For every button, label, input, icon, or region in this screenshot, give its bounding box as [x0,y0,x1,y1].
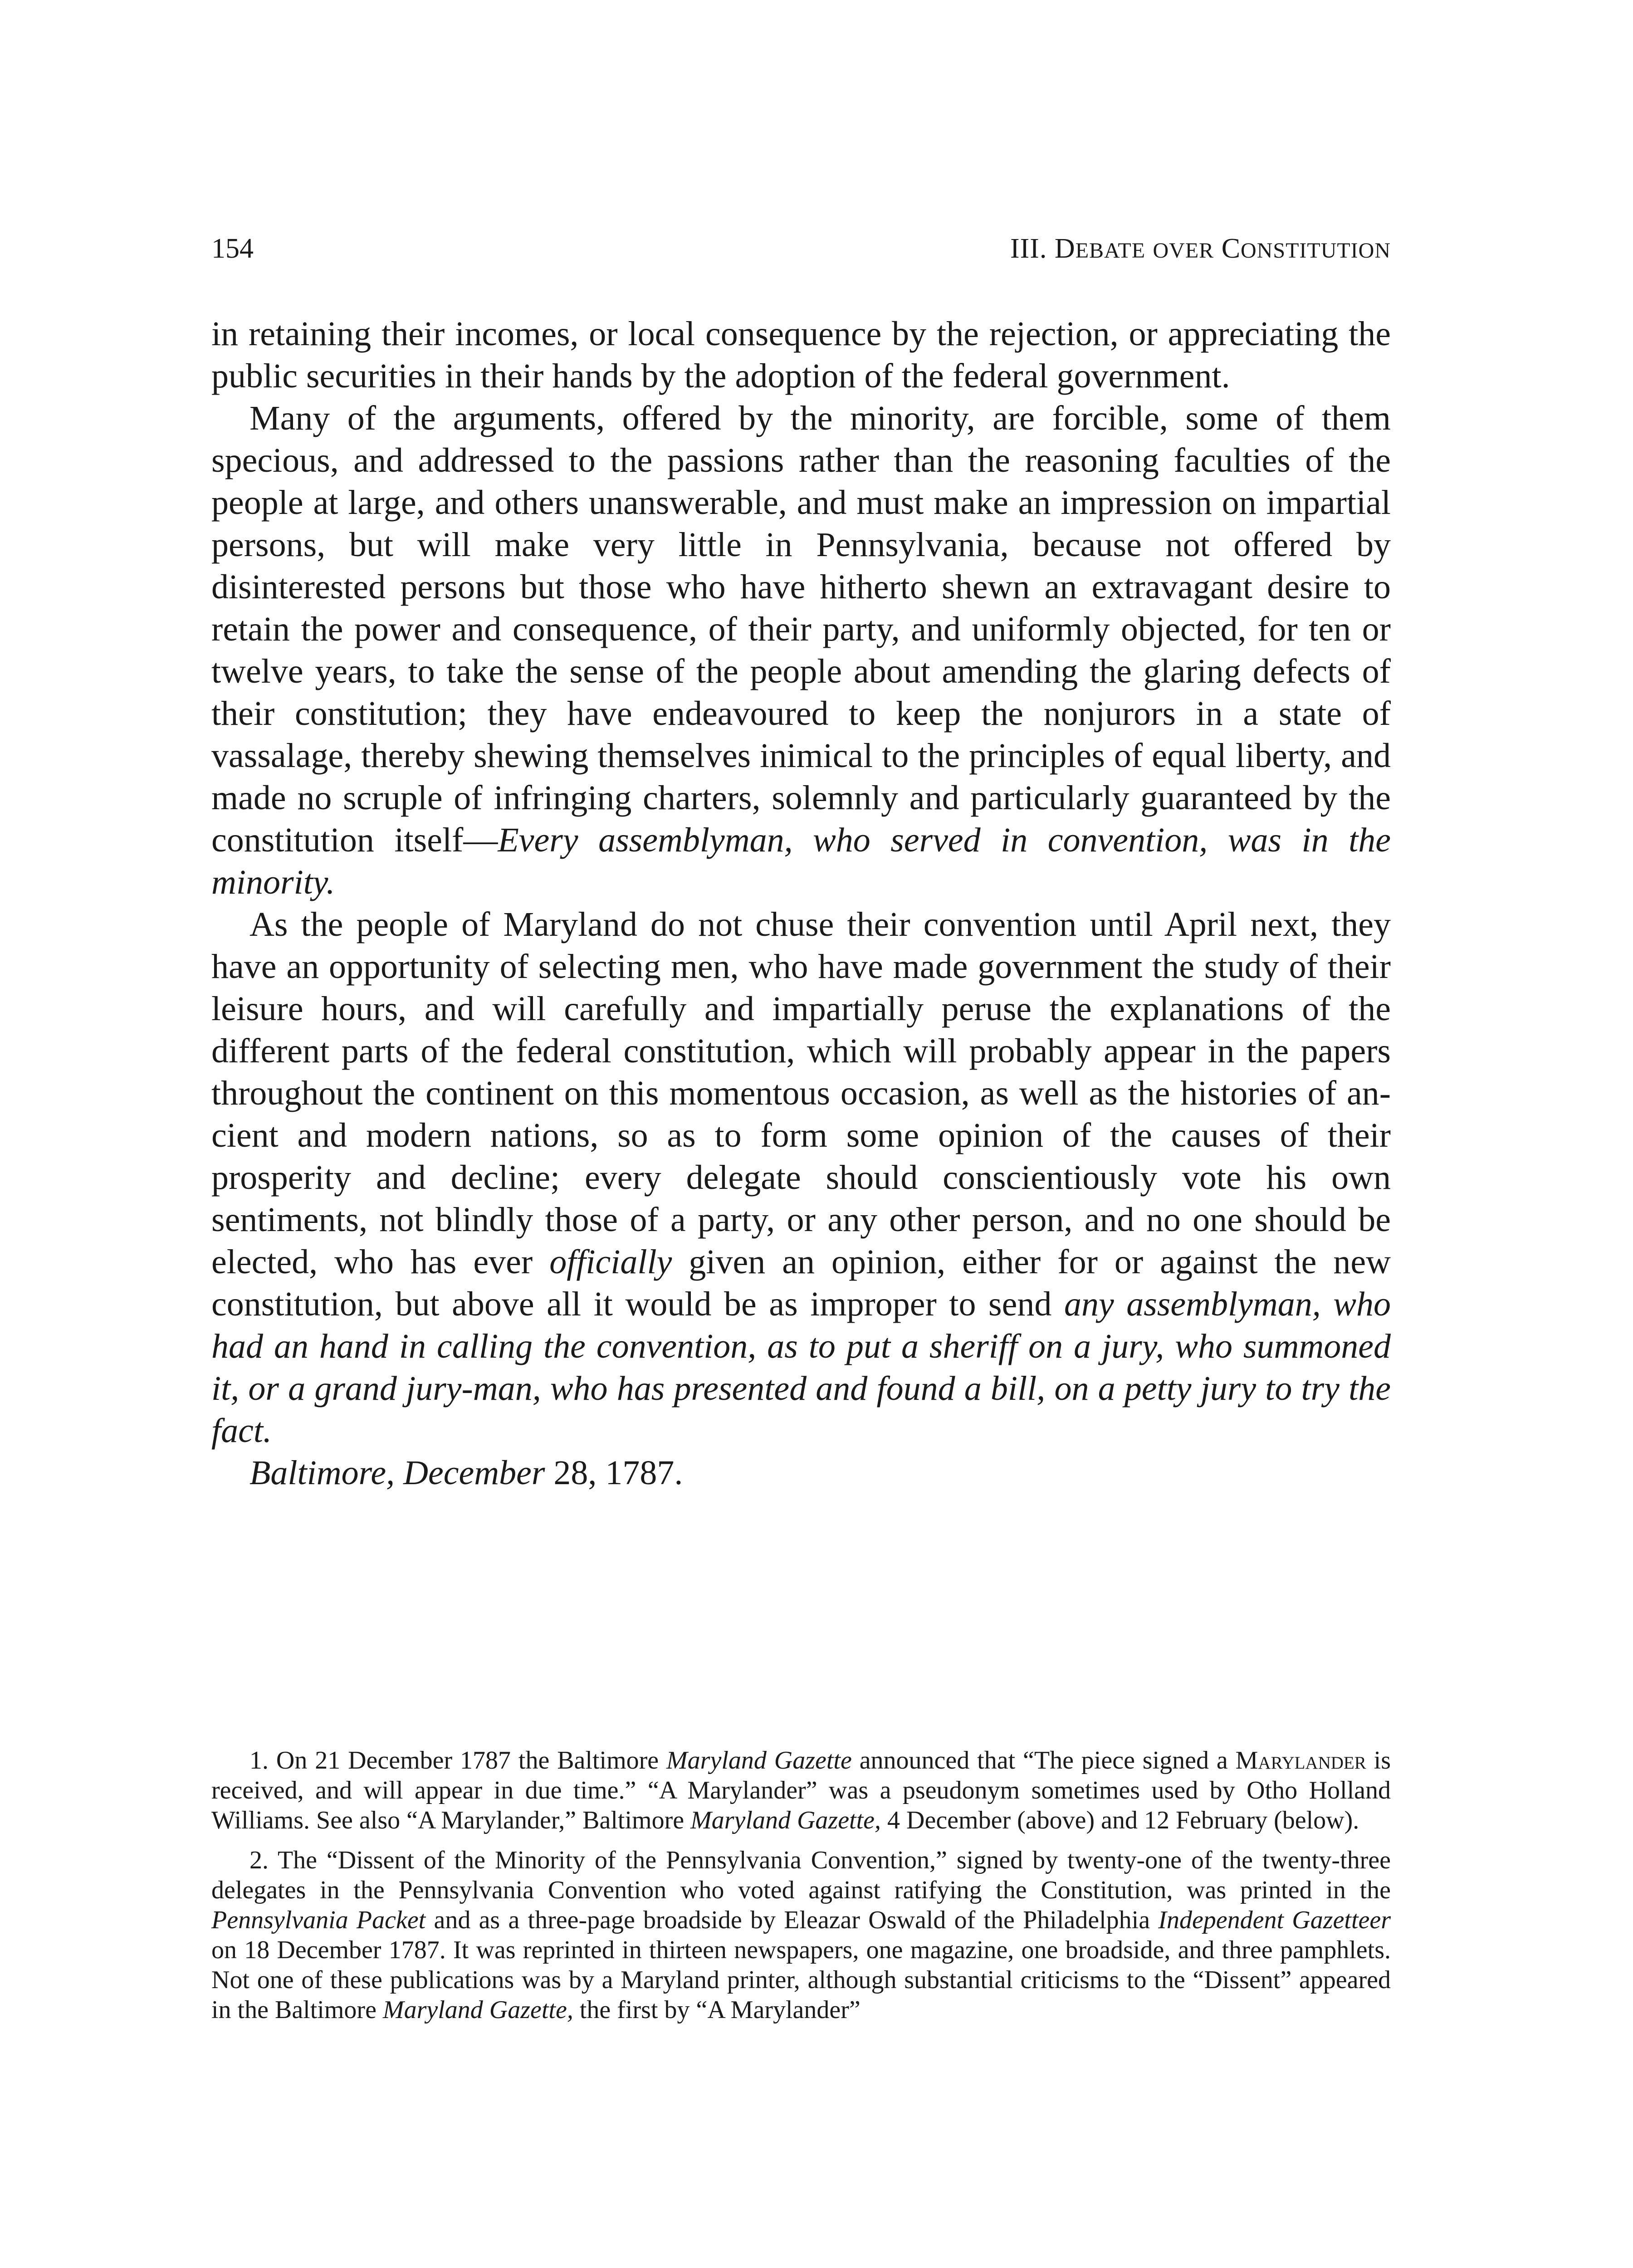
italic-emphasis: any assemblyman, who had an hand in calling the convention, as to put a sheriff on a jury, who summoned it, or a grand jury-man, who has presented and found a bill, on a petty jury to try the fact. [211,1285,1391,1450]
footnotes [211,1745,1391,2035]
footnote-1: 1. On 21 December 1787 the Baltimore Maryland Gazette announced that “The piece signed a Marylander is received, and will appear in due time.” “A Marylander” was a pseudonym sometimes used by Otho Holland Williams. See also “A Marylander,” Baltimore Maryland Gazette, 4 December (above) and 12 February (below). [211,1746,1391,1834]
running-title-prefix: III. [1010,233,1055,264]
footnote-2: 2. The “Dissent of the Minority of the Pennsylvania Convention,” signed by twenty-one of the twenty-three delegates in the Pennsylvania Convention who voted against ratifying the Constitution, was printed in the Pennsylvania Packet and as a three-page broadside by Eleazar Oswald of the Philadelphia Independent Gazetteer on 18 December 1787. It was reprinted in thirteen newspapers, one magazine, one broadside, and three pamphlets. Not one of these publications was by a Maryland printer, although substantial criticisms to the “Dissent” appeared in the Baltimore Maryland Gazette, the first by “A Marylander” [211,1846,1391,2024]
main-text [211,313,1391,1494]
running-head [211,226,1391,271]
italic-emphasis: officially [549,1243,672,1281]
page-number: 154 [211,233,254,264]
italic-emphasis: Every assemblyman, who served in convention, was in the minority. [211,821,1391,901]
dateline: Baltimore, December 28, 1787. [249,1454,683,1492]
running-title: III. DEBATE OVER CONSTITUTION [1010,233,1391,264]
paragraph-continued: in retaining their incomes, or local consequence by the rejection, or appreciating the public securities in their hands by the adoption of the federal government. [211,315,1391,395]
paragraph-minority-arguments: Many of the arguments, offered by the minority, are forcible, some of them specious, and addressed to the passions rather than the reasoning faculties of the people at large, and others unanswerable, and must make an impression on impartial persons, but will make very little in Pennsylvania, because not offered by disinterested persons but those who have hitherto shewn an extravagant desire to retain the power and consequence, of their party, and uniformly objected, for ten or twelve years, to take the sense of the people about amending the glaring defects of their constitution; they have endeavoured to keep the nonjurors in a state of vassalage, thereby shewing themselves inimical to the principles of equal liberty, and made no scruple of infringing charters, solemnly and particularly guaranteed by the constitution itself—Every assemblyman, who served in convention, was in the minority. [211,399,1391,901]
paragraph-maryland-convention: As the people of Maryland do not chuse their convention until April next, they have an opportunity of selecting men, who have made government the study of their leisure hours, and will carefully and impartially peruse the explanations of the different parts of the federal constitution, which will probably appear in the papers throughout the continent on this momentous occasion, as well as the histories of ancient and modern nations, so as to form some opinion of the causes of their prosperity and decline; every delegate should conscientiously vote his own sentiments, not blindly those of a party, or any other person, and no one should be elected, who has ever officially given an opinion, either for or against the new constitution, but above all it would be as improper to send any assemblyman, who had an hand in calling the convention, as to put a sheriff on a jury, who summoned it, or a grand jury-man, who has presented and found a bill, on a petty jury to try the fact. [211,905,1391,1450]
